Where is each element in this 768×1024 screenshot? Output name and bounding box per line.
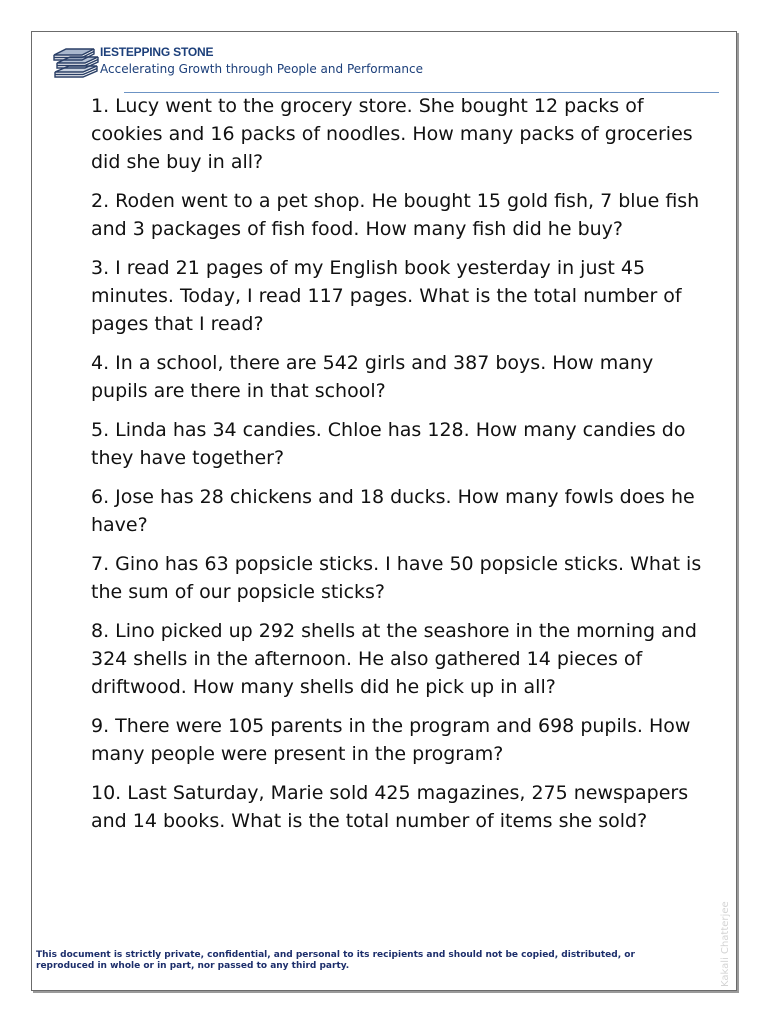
question-item: 5. Linda has 34 candies. Chloe has 128. How many candies do they have together? [91, 419, 686, 469]
book-stack-icon [52, 46, 102, 82]
question-item: 3. I read 21 pages of my English book yesterday in just 45 minutes. Today, I read 117 pages. What is the total number of pages that I read? [91, 257, 682, 335]
brand-tagline: Accelerating Growth through People and Performance [100, 62, 423, 76]
question-item: 7. Gino has 63 popsicle sticks. I have 50 popsicle sticks. What is the sum of our popsicle sticks? [91, 553, 702, 603]
author-watermark: Kakali Chatterjee [720, 901, 731, 987]
question-item: 8. Lino picked up 292 shells at the seashore in the morning and 324 shells in the afternoon. He also gathered 14 pieces of driftwood. How many shells did he pick up in all? [91, 620, 697, 698]
document-page [31, 31, 737, 991]
question-list [91, 92, 707, 846]
document-header [52, 44, 702, 84]
question-item: 6. Jose has 28 chickens and 18 ducks. How many fowls does he have? [91, 486, 695, 536]
question-item: 1. Lucy went to the grocery store. She bought 12 packs of cookies and 16 packs of noodles. How many packs of groceries did she buy in all? [91, 95, 693, 173]
question-item: 4. In a school, there are 542 girls and 387 boys. How many pupils are there in that school? [91, 352, 654, 402]
question-item: 10. Last Saturday, Marie sold 425 magazines, 275 newspapers and 14 books. What is the total number of items she sold? [91, 782, 689, 832]
question-item: 9. There were 105 parents in the program and 698 pupils. How many people were present in the program? [91, 715, 691, 765]
question-item: 2. Roden went to a pet shop. He bought 15 gold fish, 7 blue fish and 3 packages of fish food. How many fish did he buy? [91, 190, 700, 240]
confidentiality-notice: This document is strictly private, confidential, and personal to its recipients and should not be copied, distributed, or reproduced in whole or in part, nor passed to any third party. [36, 950, 635, 971]
brand-name: IESTEPPING STONE [100, 45, 214, 59]
